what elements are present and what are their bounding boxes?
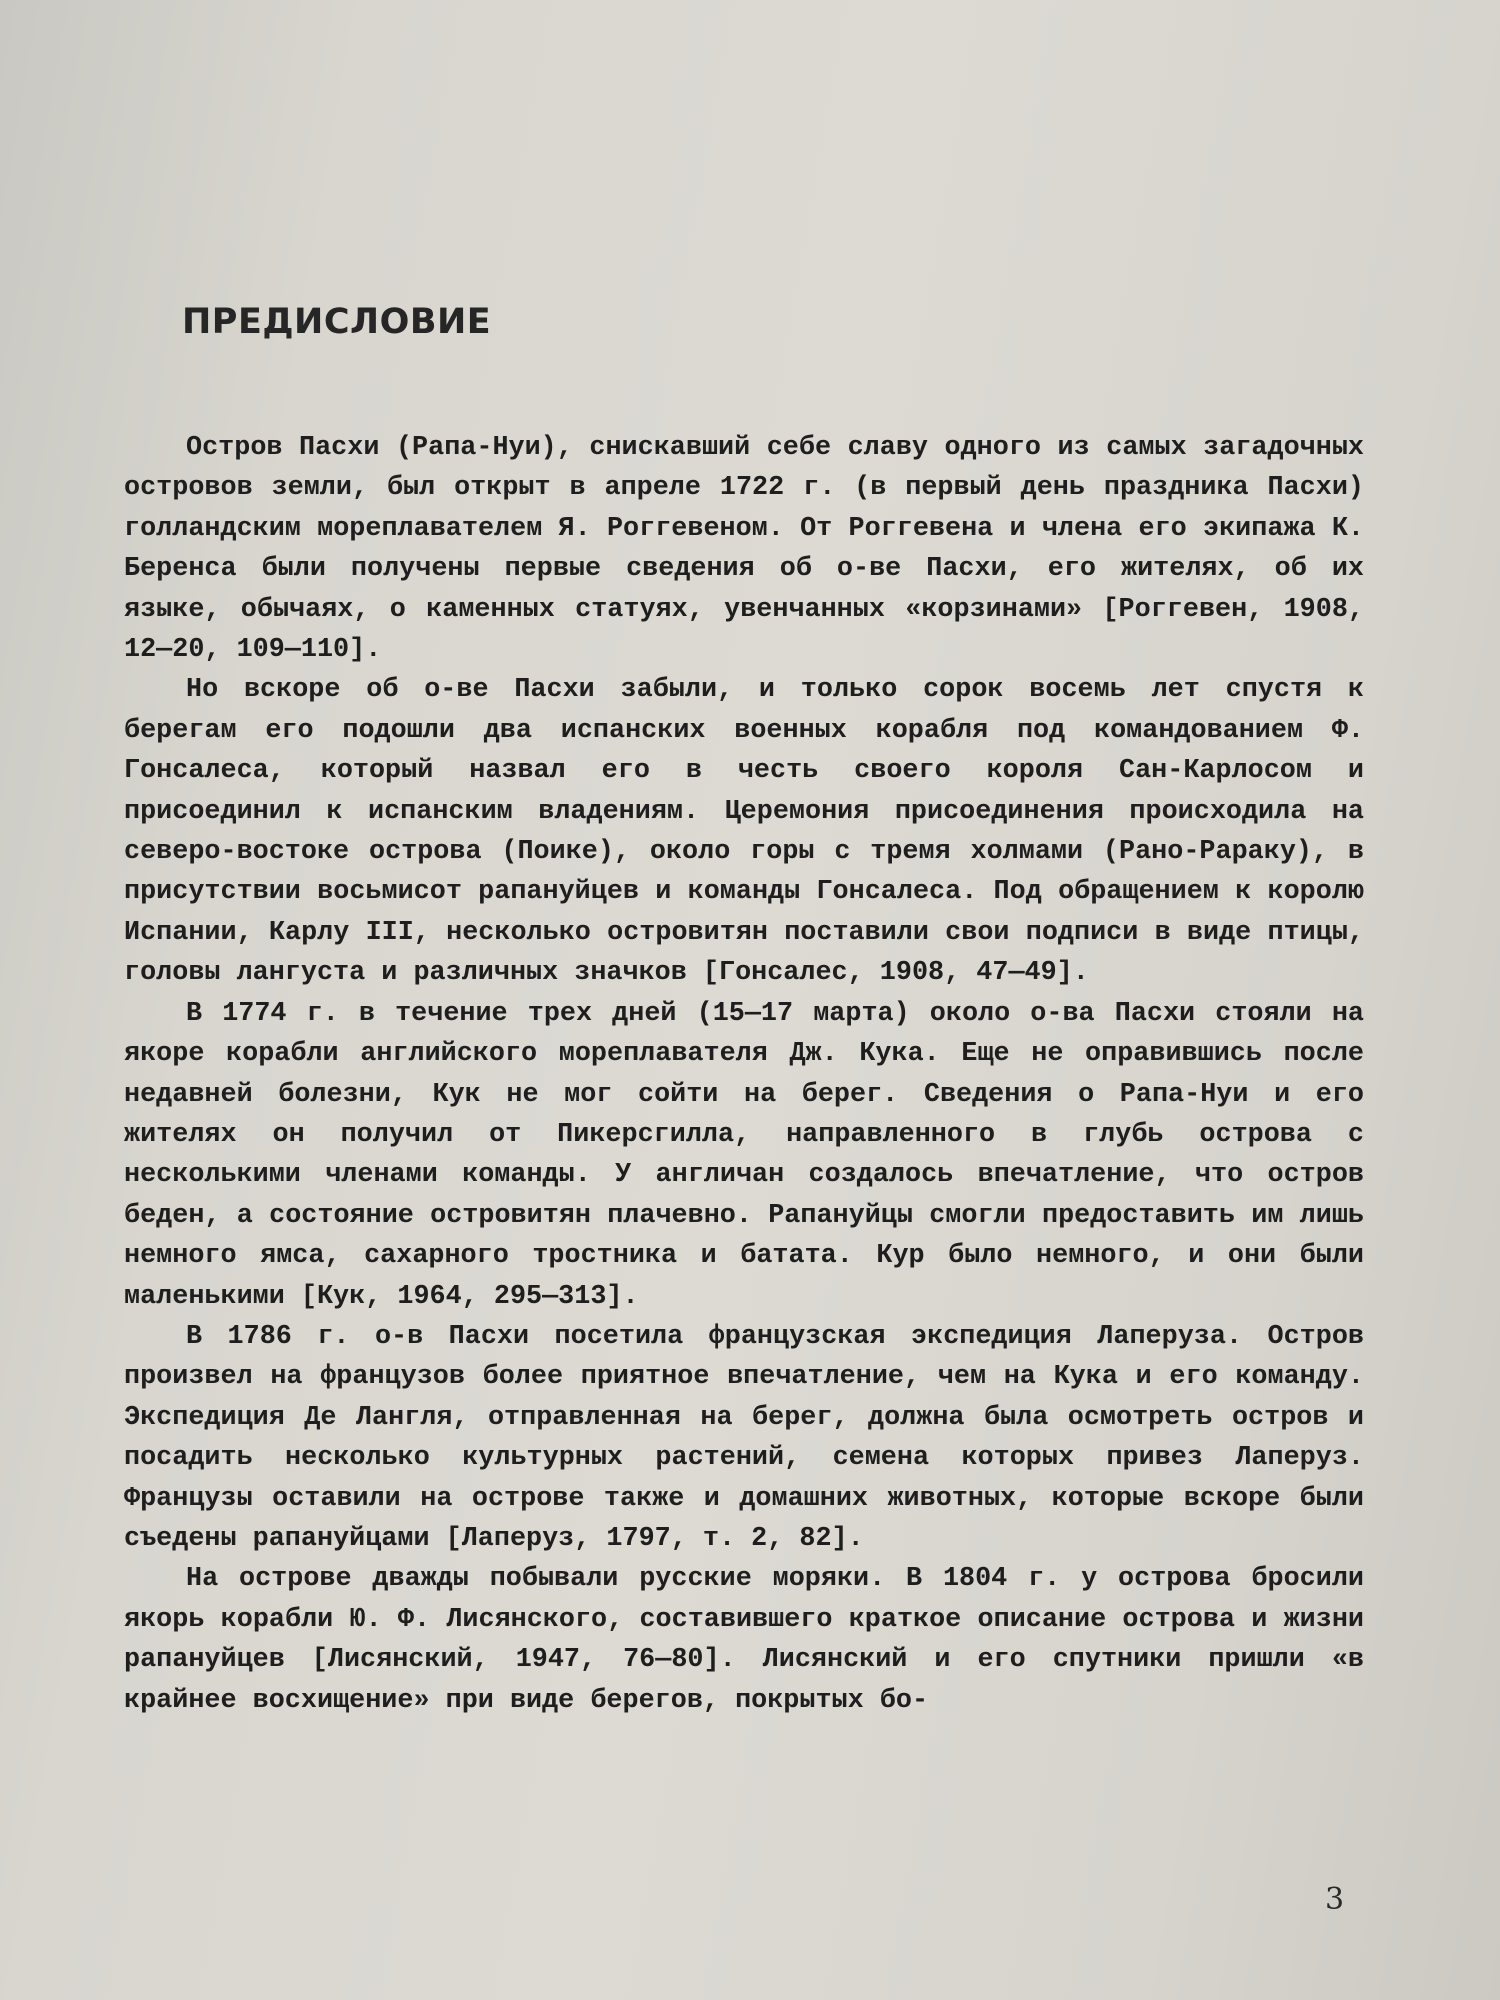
paragraph-3: В 1774 г. в течение трех дней (15—17 марта) около о-ва Пасхи стояли на якоре корабли английского мореплавателя Дж. Кука. Еще не оправившись после недавней болезни, Кук не мог сойти на берег. Сведения о Рапа-Нуи и его жителях он получил от Пикерсгилла, направленного в глубь острова с несколькими членами команды. У англичан создалось впечатление, что остров беден, а состояние островитян плачевно. Рапануйцы смогли предоставить им лишь немного ямса, сахарного тростника и батата. Кур было немного, и они были маленькими [Кук, 1964, 295—313]. xyxy=(124,998,1364,1312)
page-number: 3 xyxy=(1325,1882,1345,1917)
paragraph-5: На острове дважды побывали русские моряки. В 1804 г. у острова бросили якорь корабли Ю. Ф. Лисянского, составившего краткое описание острова и жизни рапануйцев [Лисянский, 1947, 76—80]. Лисянский и его спутники пришли «в крайнее восхищение» при виде берегов, покрытых бо- xyxy=(124,1564,1364,1716)
page-title: ПРЕДИСЛОВИЕ xyxy=(182,302,492,342)
body-text xyxy=(124,428,1364,1721)
paragraph-2: Но вскоре об о-ве Пасхи забыли, и только сорок восемь лет спустя к берегам его подошли два испанских военных корабля под командованием Ф. Гонсалеса, который назвал его в честь своего короля Сан-Карлосом и присоединил к испанским владениям. Церемония присоединения происходила на северо-востоке острова (Поике), около горы с тремя холмами (Рано-Рараку), в присутствии восьмисот рапануйцев и команды Гонсалеса. Под обращением к королю Испании, Карлу III, несколько островитян поставили свои подписи в виде птицы, головы лангуста и различных значков [Гонсалес, 1908, 47—49]. xyxy=(124,675,1364,989)
paragraph-4: В 1786 г. о-в Пасхи посетила французская экспедиция Лаперуза. Остров произвел на французов более приятное впечатление, чем на Кука и его команду. Экспедиция Де Лангля, отправленная на берег, должна была осмотреть остров и посадить несколько культурных растений, семена которых привез Лаперуз. Французы оставили на острове также и домашних животных, которые вскоре были съедены рапануйцами [Лаперуз, 1797, т. 2, 82]. xyxy=(124,1321,1364,1554)
paragraph-1: Остров Пасхи (Рапа-Нуи), снискавший себе славу одного из самых загадочных островов земли, был открыт в апреле 1722 г. (в первый день праздника Пасхи) голландским мореплавателем Я. Роггевеном. От Роггевена и члена его экипажа К. Беренса были получены первые сведения об о-ве Пасхи, его жителях, об их языке, обычаях, о каменных статуях, увенчанных «корзинами» [Роггевен, 1908, 12—20, 109—110]. xyxy=(124,433,1364,666)
